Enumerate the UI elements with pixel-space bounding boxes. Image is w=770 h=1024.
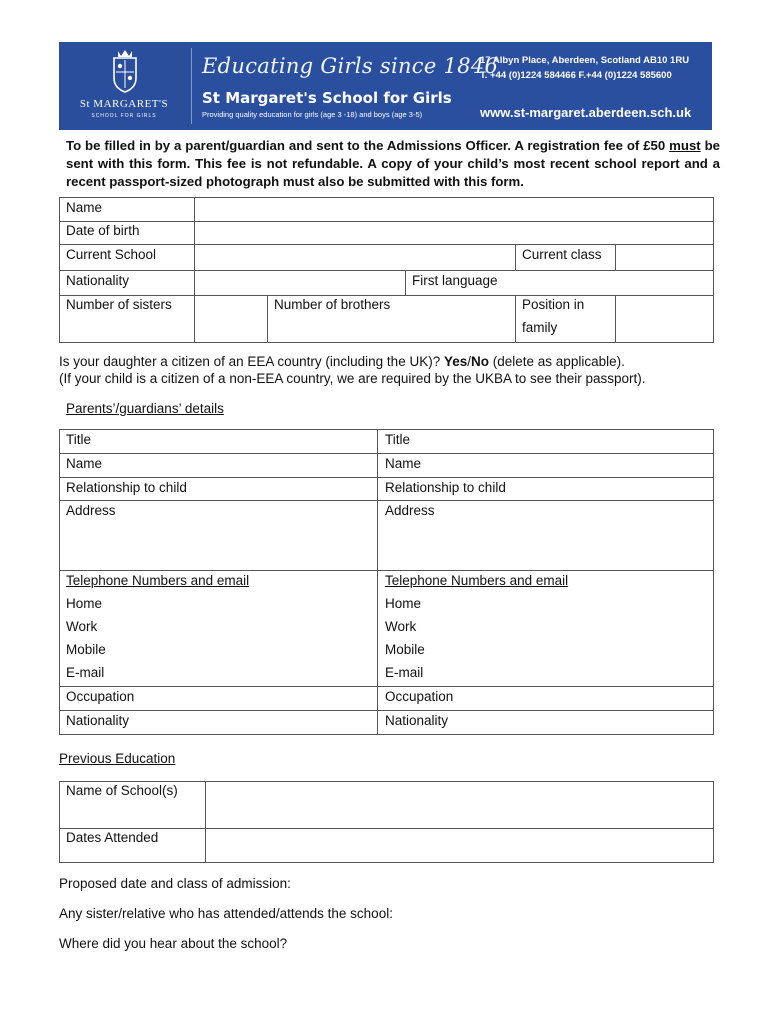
parents-heading: Parents’/guardians’ details <box>66 401 224 416</box>
nationality-input[interactable] <box>196 272 404 294</box>
sisters-input[interactable] <box>196 297 266 342</box>
parent1-mobile-label: Mobile <box>66 642 106 657</box>
eea-no-option[interactable]: No <box>471 354 490 369</box>
current-school-label: Current School <box>66 247 157 262</box>
parent1-nationality-label: Nationality <box>66 713 130 728</box>
first-language-label: First language <box>412 273 498 288</box>
col-divider <box>267 295 268 343</box>
parent1-tel-heading: Telephone Numbers and email <box>66 573 250 588</box>
sisters-label: Number of sisters <box>66 297 172 312</box>
eea-question-end: (delete as applicable). <box>489 354 625 369</box>
col-divider <box>377 429 378 735</box>
eea-question <box>59 354 625 369</box>
row-divider <box>59 828 714 829</box>
col-divider <box>615 295 616 343</box>
school-website[interactable]: www.st-margaret.aberdeen.sch.uk <box>480 105 692 120</box>
sister-relative-input[interactable] <box>416 904 712 924</box>
brothers-label: Number of brothers <box>274 297 391 312</box>
school-crest-icon <box>111 48 139 94</box>
parent2-mobile-label: Mobile <box>385 642 425 657</box>
hear-about-question: Where did you hear about the school? <box>59 936 288 951</box>
intro-instructions <box>66 137 720 191</box>
current-class-label: Current class <box>522 247 602 262</box>
parent2-title-label: Title <box>385 432 411 447</box>
intro-part1: To be filled in by a parent/guardian and sent to the Admissions Officer. A registration fee of £50 <box>66 138 670 153</box>
parent2-home-label: Home <box>385 596 422 611</box>
school-name: St Margaret's School for Girls <box>202 89 452 107</box>
parent1-relationship-label: Relationship to child <box>66 480 187 495</box>
sister-relative-question: Any sister/relative who has attended/attends the school: <box>59 906 393 921</box>
parent1-work-label: Work <box>66 619 98 634</box>
dob-input[interactable] <box>196 223 712 243</box>
schools-input[interactable] <box>207 783 712 827</box>
col-divider <box>405 270 406 295</box>
tagline: Educating Girls since 1846 <box>202 54 499 78</box>
banner-divider <box>191 48 192 124</box>
position-label-line1: Position in <box>522 297 585 312</box>
dates-attended-label: Dates Attended <box>66 830 159 845</box>
intro-part2: be sent with this form. This fee is not refundable. A copy of your child’s most recent school report and a recent passport-sized photograph must also be submitted with this form. <box>66 138 720 189</box>
current-school-input[interactable] <box>196 246 514 269</box>
brothers-input[interactable] <box>405 316 514 342</box>
parent2-fields-area[interactable] <box>520 431 712 733</box>
col-divider <box>515 244 516 270</box>
parent1-occupation-label: Occupation <box>66 689 135 704</box>
parent1-email-label: E-mail <box>66 665 105 680</box>
school-address: 17 Albyn Place, Aberdeen, Scotland AB10 1RU <box>480 55 690 66</box>
parent2-name-label: Name <box>385 456 422 471</box>
child-name-input[interactable] <box>196 199 712 220</box>
position-input[interactable] <box>617 297 713 342</box>
previous-education-heading: Previous Education <box>59 751 176 766</box>
col-divider <box>205 781 206 863</box>
position-label-line2: family <box>522 320 558 335</box>
parent1-fields-area[interactable] <box>200 431 375 733</box>
col-divider <box>194 197 195 343</box>
eea-yes-option[interactable]: Yes <box>443 354 468 369</box>
parent1-title-label: Title <box>66 432 92 447</box>
eea-slash: / <box>467 354 472 369</box>
schools-label: Name of School(s) <box>66 783 178 798</box>
current-class-input[interactable] <box>617 246 713 269</box>
hear-about-input[interactable] <box>306 934 710 954</box>
intro-must: must <box>669 138 701 153</box>
parent2-relationship-label: Relationship to child <box>385 480 506 495</box>
col-divider <box>515 295 516 343</box>
dates-attended-input[interactable] <box>207 830 712 861</box>
parent1-home-label: Home <box>66 596 103 611</box>
parent2-work-label: Work <box>385 619 417 634</box>
school-subtitle: Providing quality education for girls (age 3 -18) and boys (age 3-5) <box>202 110 423 119</box>
header-banner <box>59 42 712 130</box>
school-phone: T. +44 (0)1224 584466 F.+44 (0)1224 585600 <box>480 70 672 81</box>
eea-question-start: Is your daughter a citizen of an EEA country (including the UK)? <box>59 354 444 369</box>
proposed-admission-input[interactable] <box>310 874 710 894</box>
parent2-address-label: Address <box>385 503 435 518</box>
row-divider <box>59 270 714 271</box>
col-divider <box>615 244 616 270</box>
crest-panel <box>59 42 189 130</box>
parent2-occupation-label: Occupation <box>385 689 454 704</box>
parent2-nationality-label: Nationality <box>385 713 449 728</box>
parent2-tel-heading: Telephone Numbers and email <box>385 573 569 588</box>
parent1-name-label: Name <box>66 456 103 471</box>
parent2-email-label: E-mail <box>385 665 424 680</box>
child-name-label: Name <box>66 200 103 215</box>
parent1-address-label: Address <box>66 503 116 518</box>
first-language-input[interactable] <box>510 272 713 294</box>
dob-label: Date of birth <box>66 223 140 238</box>
row-divider <box>59 221 714 222</box>
eea-note: (If your child is a citizen of a non-EEA country, we are required by the UKBA to see their passport). <box>59 371 646 386</box>
proposed-admission-question: Proposed date and class of admission: <box>59 876 291 891</box>
crest-school-name: St MARGARET'S <box>79 98 169 110</box>
crest-school-subtitle: SCHOOL FOR GIRLS <box>91 113 157 119</box>
nationality-label: Nationality <box>66 273 130 288</box>
